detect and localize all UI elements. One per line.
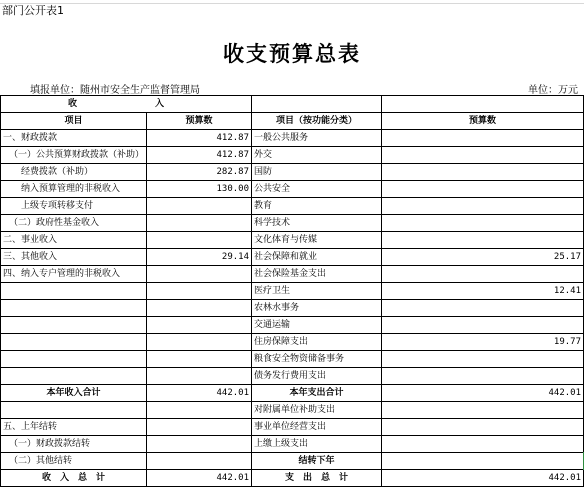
unit-label: 单位：万元	[528, 85, 578, 96]
expense-item[interactable]: 公共安全	[252, 181, 382, 198]
table-row	[1, 147, 584, 164]
expense-value[interactable]	[382, 368, 584, 385]
col-header-item[interactable]: 项目	[1, 113, 147, 130]
expense-item[interactable]: 文化体育与传媒	[252, 232, 382, 249]
expense-value[interactable]	[382, 232, 584, 249]
income-value[interactable]	[147, 351, 252, 368]
year-total-row	[1, 385, 584, 402]
cell[interactable]	[382, 96, 584, 113]
income-item[interactable]: （一）公共预算财政拨款（补助）	[1, 147, 147, 164]
expense-item[interactable]: 事业单位经营支出	[252, 419, 382, 436]
expense-value[interactable]	[382, 215, 584, 232]
expense-item[interactable]: 住房保障支出	[252, 334, 382, 351]
income-item[interactable]: 经费拨款（补助）	[1, 164, 147, 181]
income-value[interactable]	[147, 436, 252, 453]
table-row	[1, 215, 584, 232]
expense-value[interactable]	[382, 130, 584, 147]
income-value[interactable]: 412.87	[147, 147, 252, 164]
income-item[interactable]: （一）财政拨款结转	[1, 436, 147, 453]
expense-value[interactable]	[382, 351, 584, 368]
income-value[interactable]	[147, 419, 252, 436]
table-row	[1, 249, 584, 266]
table-row	[1, 453, 584, 470]
table-row	[1, 266, 584, 283]
income-item[interactable]: 五、上年结转	[1, 419, 147, 436]
col-header-item-func[interactable]: 项目（按功能分类）	[252, 113, 382, 130]
income-value[interactable]	[147, 215, 252, 232]
income-item[interactable]	[1, 300, 147, 317]
expense-value[interactable]	[382, 164, 584, 181]
income-value[interactable]	[147, 402, 252, 419]
year-income-total-label[interactable]: 本年收入合计	[1, 385, 147, 402]
expense-item[interactable]: 教育	[252, 198, 382, 215]
income-value[interactable]	[147, 453, 252, 470]
expense-value[interactable]: 19.77	[382, 334, 584, 351]
income-item[interactable]	[1, 402, 147, 419]
table-row	[1, 198, 584, 215]
expense-item[interactable]: 农林水事务	[252, 300, 382, 317]
income-header-row	[1, 96, 584, 113]
year-expense-total[interactable]: 442.01	[382, 385, 584, 402]
expense-item[interactable]: 社会保障和就业	[252, 249, 382, 266]
budget-table	[0, 95, 584, 487]
cell[interactable]	[252, 96, 382, 113]
income-grand-total-label[interactable]: 收 入 总 计	[1, 470, 147, 487]
column-header-row	[1, 113, 584, 130]
table-row	[1, 232, 584, 249]
income-item[interactable]: 二、事业收入	[1, 232, 147, 249]
table-row	[1, 130, 584, 147]
income-item[interactable]: 三、其他收入	[1, 249, 147, 266]
expense-item[interactable]: 社会保险基金支出	[252, 266, 382, 283]
table-row	[1, 368, 584, 385]
col-header-budget[interactable]: 预算数	[147, 113, 252, 130]
income-item[interactable]	[1, 334, 147, 351]
income-item[interactable]: （二）其他结转	[1, 453, 147, 470]
expense-item[interactable]: 一般公共服务	[252, 130, 382, 147]
expense-grand-total-label[interactable]: 支 出 总 计	[252, 470, 382, 487]
income-item[interactable]	[1, 351, 147, 368]
table-row	[1, 181, 584, 198]
expense-value[interactable]: 12.41	[382, 283, 584, 300]
table-row	[1, 283, 584, 300]
expense-value[interactable]	[382, 147, 584, 164]
table-row	[1, 351, 584, 368]
expense-value[interactable]	[382, 402, 584, 419]
expense-value[interactable]	[382, 419, 584, 436]
col-header-budget2[interactable]: 预算数	[382, 113, 584, 130]
income-item[interactable]: 四、纳入专户管理的非税收入	[1, 266, 147, 283]
expense-grand-total[interactable]: 442.01	[382, 470, 584, 487]
income-header[interactable]: 收 入	[1, 96, 252, 113]
expense-value[interactable]	[382, 181, 584, 198]
table-row	[1, 436, 584, 453]
sheet-gridline	[0, 0, 584, 4]
expense-value[interactable]	[382, 317, 584, 334]
income-item[interactable]: 纳入预算管理的非税收入	[1, 181, 147, 198]
expense-value[interactable]	[382, 300, 584, 317]
income-value[interactable]	[147, 368, 252, 385]
income-value[interactable]: 412.87	[147, 130, 252, 147]
income-item[interactable]	[1, 317, 147, 334]
table-row	[1, 334, 584, 351]
table-row	[1, 402, 584, 419]
income-value[interactable]: 29.14	[147, 249, 252, 266]
grand-total-row	[1, 470, 584, 487]
sheet-label: 部门公开表1	[2, 4, 64, 17]
income-grand-total[interactable]: 442.01	[147, 470, 252, 487]
income-value[interactable]	[147, 283, 252, 300]
income-item[interactable]: （二）政府性基金收入	[1, 215, 147, 232]
expense-value[interactable]: 25.17	[382, 249, 584, 266]
income-value[interactable]	[147, 300, 252, 317]
table-row	[1, 300, 584, 317]
income-value[interactable]	[147, 232, 252, 249]
expense-item[interactable]: 外交	[252, 147, 382, 164]
table-row	[1, 317, 584, 334]
year-income-total[interactable]: 442.01	[147, 385, 252, 402]
income-value[interactable]	[147, 334, 252, 351]
income-item[interactable]	[1, 368, 147, 385]
expense-item[interactable]: 对附属单位补助支出	[252, 402, 382, 419]
income-value[interactable]: 130.00	[147, 181, 252, 198]
income-item[interactable]: 上级专项转移支付	[1, 198, 147, 215]
income-value[interactable]	[147, 198, 252, 215]
expense-item[interactable]: 上缴上级支出	[252, 436, 382, 453]
expense-value[interactable]	[382, 453, 584, 470]
year-expense-total-label[interactable]: 本年支出合计	[252, 385, 382, 402]
expense-item[interactable]: 科学技术	[252, 215, 382, 232]
income-value[interactable]: 282.87	[147, 164, 252, 181]
expense-item[interactable]: 医疗卫生	[252, 283, 382, 300]
expense-item[interactable]: 债务发行费用支出	[252, 368, 382, 385]
income-value[interactable]	[147, 266, 252, 283]
expense-item[interactable]: 国防	[252, 164, 382, 181]
income-item[interactable]: 一、财政拨款	[1, 130, 147, 147]
expense-value[interactable]	[382, 436, 584, 453]
expense-item[interactable]: 结转下年	[252, 453, 382, 470]
expense-value[interactable]	[382, 266, 584, 283]
expense-value[interactable]	[382, 198, 584, 215]
expense-item[interactable]: 粮食安全物资储备事务	[252, 351, 382, 368]
income-item[interactable]	[1, 283, 147, 300]
page-title: 收支预算总表	[223, 41, 361, 66]
table-row	[1, 164, 584, 181]
filler-label: 填报单位：随州市安全生产监督管理局	[30, 85, 200, 96]
income-value[interactable]	[147, 317, 252, 334]
expense-item[interactable]: 交通运输	[252, 317, 382, 334]
table-row	[1, 419, 584, 436]
